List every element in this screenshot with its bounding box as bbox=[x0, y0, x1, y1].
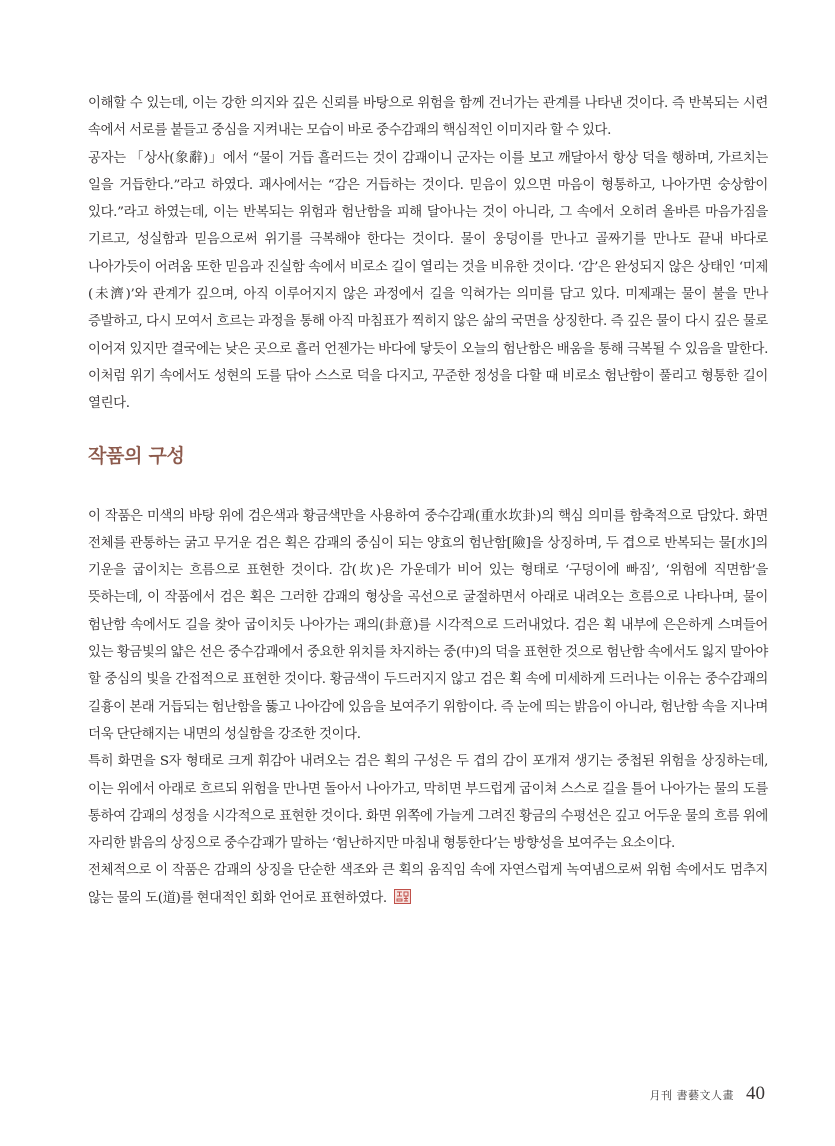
body-paragraph: 이 작품은 미색의 바탕 위에 검은색과 황금색만을 사용하여 중수감괘(重水坎卦)의 핵심 의미를 함축적으로 담았다. 화면 전체를 관통하는 굵고 무거운 검은 획은 감괘의 중심이 되는 양효의 험난함[險]을 상징하며, 두 겹으로 반복되는 물[水]의 기운을 굽이치는 흐름으로 표현한 것이다. 감(坎)은 가운데가 비어 있는 형태로 ‘구덩이에 빠짐’, ‘위험에 직면함’을 뜻하는데, 이 작품에서 검은 획은 그러한 감괘의 형상을 곡선으로 굴절하면서 아래로 내려오는 흐름으로 나타나며, 물이 험난함 속에서도 길을 찾아 굽이치듯 나아가는 괘의(卦意)를 시각적으로 드러내었다. 검은 획 내부에 은은하게 스며들어 있는 황금빛의 얇은 선은 중수감괘에서 중요한 위치를 차지하는 중(中)의 덕을 표현한 것으로 험난함 속에서도 잃지 말아야 할 중심의 빛을 간접적으로 표현한 것이다. 황금색이 두드러지지 않고 검은 획 속에 미세하게 드러나는 이유는 중수감괘의 길흉이 본래 거듭되는 험난함을 뚫고 나아감에 있음을 보여주기 위함이다. 즉 눈에 띄는 밝음이 아니라, 험난함 속을 지나며 더욱 단단해지는 내면의 성실함을 강조한 것이다. bbox=[88, 508, 768, 742]
page-footer bbox=[650, 1083, 766, 1105]
section-heading: 작품의 구성 bbox=[88, 444, 185, 467]
page-number: 40 bbox=[746, 1083, 765, 1104]
seal-stamp-icon bbox=[394, 887, 411, 902]
closing-paragraph bbox=[88, 857, 768, 912]
closing-paragraph-text: 전체적으로 이 작품은 감괘의 상징을 단순한 색조와 큰 획의 움직임 속에 자연스럽게 녹여냄으로써 위험 속에서도 멈추지 않는 물의 도(道)를 현대적인 회화 언어로 표현하였다. bbox=[88, 863, 768, 906]
article-body bbox=[88, 90, 768, 912]
body-paragraph: 이해할 수 있는데, 이는 강한 의지와 깊은 신뢰를 바탕으로 위험을 함께 건너가는 관계를 나타낸 것이다. 즉 반복되는 시련 속에서 서로를 붙들고 중심을 지켜내는 모습이 바로 중수감괘의 핵심적인 이미지라 할 수 있다. bbox=[88, 96, 768, 139]
body-paragraph: 특히 화면을 S자 형태로 크게 휘감아 내려오는 검은 획의 구성은 두 겹의 감이 포개져 생기는 중첩된 위험을 상징하는데, 이는 위에서 아래로 흐르되 위험을 만나면 돌아서 나아가고, 막히면 부드럽게 굽이쳐 스스로 길을 틀어 나아가는 물의 도를 통하여 감괘의 성정을 시각적으로 표현한 것이다. 화면 위쪽에 가늘게 그려진 황금의 수평선은 깊고 어두운 물의 흐름 위에 자리한 밝음의 상징으로 중수감괘가 말하는 ‘험난하지만 마침내 형통한다’는 방향성을 보여주는 요소이다. bbox=[88, 754, 768, 852]
publication-title: 月刊 書藝文人畫 bbox=[649, 1089, 734, 1102]
body-paragraph: 공자는 「상사(象辭)」에서 “물이 거듭 흘러드는 것이 감괘이니 군자는 이를 보고 깨달아서 항상 덕을 행하며, 가르치는 일을 거듭한다.”라고 하였다. 괘사에서는 “감은 거듭하는 것이다. 믿음이 있으면 마음이 형통하고, 나아가면 숭상함이 있다.”라고 하였는데, 이는 반복되는 위험과 험난함을 피해 달아나는 것이 아니라, 그 속에서 오히려 올바른 마음가짐을 기르고, 성실함과 믿음으로써 위기를 극복해야 한다는 것이다. 물이 웅덩이를 만나고 골짜기를 만나도 끝내 바다로 나아가듯이 어려움 또한 믿음과 진실함 속에서 비로소 길이 열리는 것을 비유한 것이다. ‘감’은 완성되지 않은 상태인 ‘미제(未濟)’와 관계가 깊으며, 아직 이루어지지 않은 과정에서 길을 익혀가는 의미를 담고 있다. 미제괘는 물이 불을 만나 증발하고, 다시 모여서 흐르는 과정을 통해 아직 마침표가 찍히지 않은 삶의 국면을 상징한다. 즉 깊은 물이 다시 깊은 물로 이어져 있지만 결국에는 낮은 곳으로 흘러 언젠가는 바다에 닿듯이 오늘의 험난함은 배움을 통해 극복될 수 있음을 말한다. 이처럼 위기 속에서도 성현의 도를 닦아 스스로 덕을 다지고, 꾸준한 정성을 다할 때 비로소 험난함이 풀리고 형통한 길이 열린다. bbox=[88, 150, 768, 412]
